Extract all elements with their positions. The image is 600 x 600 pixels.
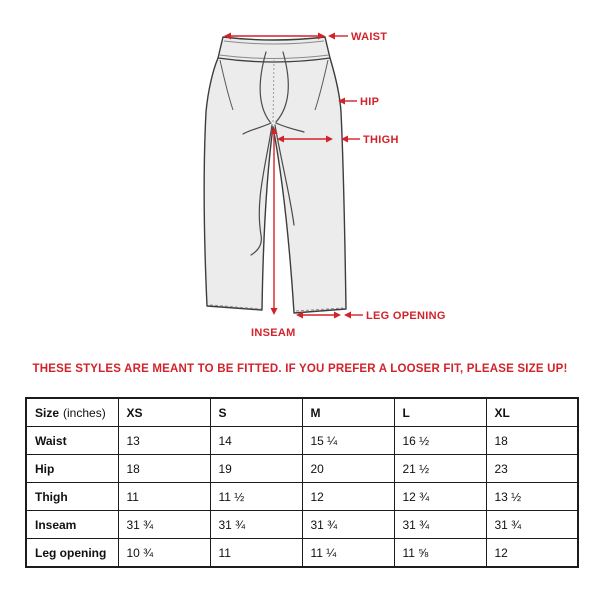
hip-s: 19 bbox=[210, 455, 302, 483]
hip-m: 20 bbox=[302, 455, 394, 483]
size-header-m: M bbox=[302, 398, 394, 427]
inseam-m: 31 ¾ bbox=[302, 511, 394, 539]
leg-opening-pointer-arrow bbox=[344, 312, 363, 319]
waist-xs: 13 bbox=[118, 427, 210, 455]
leg-opening-measure-arrow bbox=[296, 312, 341, 319]
hip-xl: 23 bbox=[486, 455, 578, 483]
hip-label: HIP bbox=[360, 96, 380, 108]
inseam-xs: 31 ¾ bbox=[118, 511, 210, 539]
hip-l: 21 ½ bbox=[394, 455, 486, 483]
leg-opening-s: 11 bbox=[210, 539, 302, 568]
row-label-thigh: Thigh bbox=[26, 483, 118, 511]
waist-pointer-arrow bbox=[328, 33, 348, 40]
row-label-hip: Hip bbox=[26, 455, 118, 483]
waist-xl: 18 bbox=[486, 427, 578, 455]
size-header-s: S bbox=[210, 398, 302, 427]
leg-opening-l: 11 ⅝ bbox=[394, 539, 486, 568]
size-header-l: L bbox=[394, 398, 486, 427]
leg-opening-m: 11 ¼ bbox=[302, 539, 394, 568]
table-row-waist bbox=[26, 427, 578, 455]
waist-l: 16 ½ bbox=[394, 427, 486, 455]
row-label-waist: Waist bbox=[26, 427, 118, 455]
hip-xs: 18 bbox=[118, 455, 210, 483]
size-header-bold: Size bbox=[35, 405, 60, 420]
pants-outline bbox=[204, 37, 346, 313]
size-header-xs: XS bbox=[118, 398, 210, 427]
leg-opening-xl: 12 bbox=[486, 539, 578, 568]
size-units-header bbox=[26, 398, 118, 427]
leg-opening-xs: 10 ¾ bbox=[118, 539, 210, 568]
inseam-l: 31 ¾ bbox=[394, 511, 486, 539]
fit-notice: THESE STYLES ARE MEANT TO BE FITTED. IF YOU PREFER A LOOSER FIT, PLEASE SIZE UP! bbox=[32, 363, 568, 375]
thigh-label: THIGH bbox=[363, 134, 399, 146]
inseam-xl: 31 ¾ bbox=[486, 511, 578, 539]
thigh-pointer-arrow bbox=[341, 136, 360, 143]
inseam-s: 31 ¾ bbox=[210, 511, 302, 539]
table-row-hip bbox=[26, 455, 578, 483]
table-row-thigh bbox=[26, 483, 578, 511]
size-header-xl: XL bbox=[486, 398, 578, 427]
thigh-s: 11 ½ bbox=[210, 483, 302, 511]
size-chart-header-row bbox=[26, 398, 578, 427]
thigh-l: 12 ¾ bbox=[394, 483, 486, 511]
size-header-units: (inches) bbox=[63, 405, 106, 420]
table-row-leg-opening bbox=[26, 539, 578, 568]
thigh-xs: 11 bbox=[118, 483, 210, 511]
waist-m: 15 ¼ bbox=[302, 427, 394, 455]
row-label-inseam: Inseam bbox=[26, 511, 118, 539]
thigh-m: 12 bbox=[302, 483, 394, 511]
waist-label: WAIST bbox=[351, 31, 388, 43]
thigh-xl: 13 ½ bbox=[486, 483, 578, 511]
leg-opening-label: LEG OPENING bbox=[366, 310, 446, 322]
inseam-label: INSEAM bbox=[251, 327, 296, 339]
waist-s: 14 bbox=[210, 427, 302, 455]
table-row-inseam bbox=[26, 511, 578, 539]
row-label-leg-opening: Leg opening bbox=[26, 539, 118, 568]
inseam-measure-arrow bbox=[271, 127, 278, 315]
size-chart-table bbox=[25, 397, 579, 568]
